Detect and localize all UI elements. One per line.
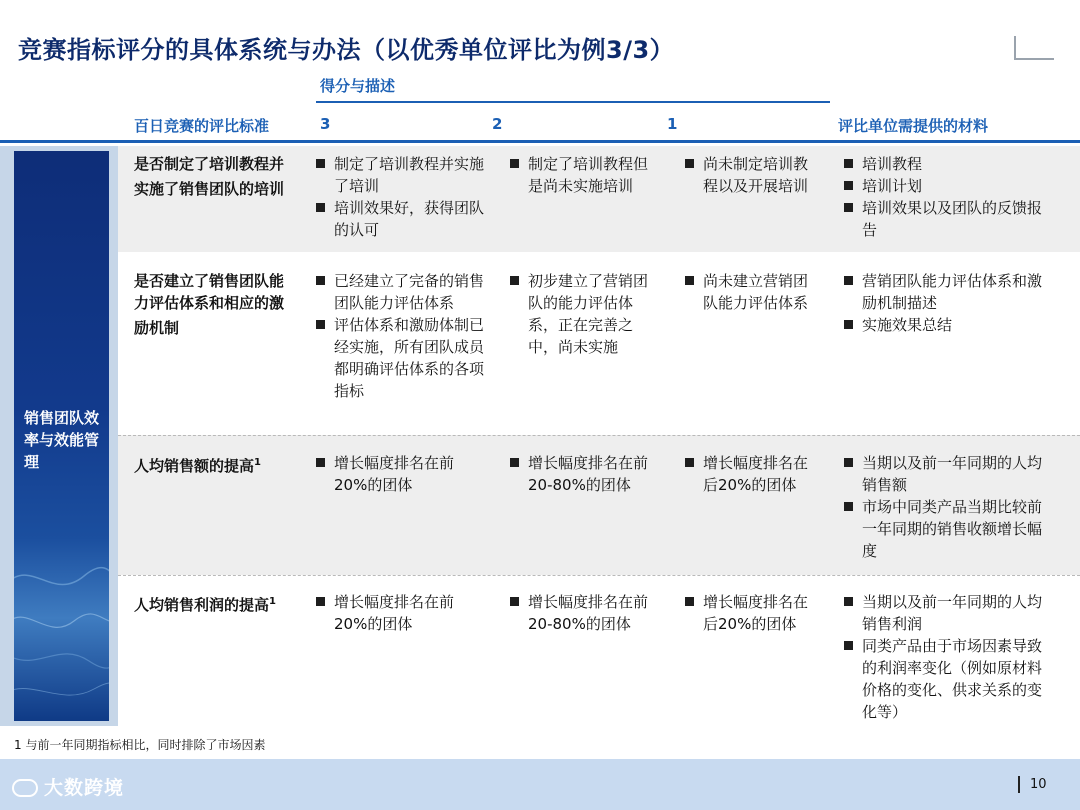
header-divider [0, 140, 1080, 143]
list-item: 增长幅度排名在后20%的团体 [683, 452, 818, 496]
score-3-cell [314, 591, 484, 635]
column-header-score-3: 3 [320, 115, 331, 133]
criteria-cell: 人均销售额的提高$^1$ [134, 457, 261, 475]
list-item: 培训效果以及团队的反馈报告 [842, 197, 1052, 241]
list-item: 增长幅度排名在前20-80%的团体 [508, 452, 668, 496]
category-label: 销售团队效率与效能管理 [24, 409, 100, 471]
list-item: 当期以及前一年同期的人均销售额 [842, 452, 1052, 496]
row-separator [118, 575, 1080, 576]
score-1-cell [683, 153, 818, 197]
score-header-underline [316, 101, 830, 103]
score-3-cell [314, 452, 484, 496]
materials-cell [842, 153, 1052, 241]
list-item: 增长幅度排名在前20%的团体 [314, 452, 484, 496]
list-item: 增长幅度排名在后20%的团体 [683, 591, 818, 635]
category-panel [14, 151, 109, 721]
list-item: 尚未建立营销团队能力评估体系 [683, 270, 818, 314]
footnote: 1 与前一年同期指标相比，同时排除了市场因素 [14, 738, 266, 752]
materials-cell [842, 270, 1052, 336]
page-title: 竞赛指标评分的具体系统与办法（以优秀单位评比为例3/3） [18, 36, 675, 64]
list-item: 培训效果好，获得团队的认可 [314, 197, 484, 241]
score-3-cell [314, 153, 484, 241]
list-item: 培训教程 [842, 153, 1052, 175]
page-number-divider [1018, 776, 1020, 793]
watermark-text: 大数跨境 [44, 777, 125, 799]
row-separator [118, 435, 1080, 436]
materials-cell [842, 452, 1052, 562]
criteria-cell: 是否制定了培训教程并实施了销售团队的培训 [134, 155, 285, 198]
column-header-score-2: 2 [492, 115, 503, 133]
list-item: 营销团队能力评估体系和激励机制描述 [842, 270, 1052, 314]
watermark-logo [12, 773, 124, 800]
score-2-cell [508, 591, 668, 635]
criteria-cell: 是否建立了销售团队能力评估体系和相应的激励机制 [134, 272, 285, 337]
score-2-cell [508, 452, 668, 496]
score-3-cell [314, 270, 484, 402]
score-2-cell [508, 153, 658, 197]
list-item: 增长幅度排名在前20%的团体 [314, 591, 484, 635]
list-item: 制定了培训教程但是尚未实施培训 [508, 153, 658, 197]
score-header: 得分与描述 [320, 77, 396, 95]
column-header-score-1: 1 [667, 115, 678, 133]
list-item: 市场中同类产品当期比较前一年同期的销售收额增长幅度 [842, 496, 1052, 562]
score-1-cell [683, 452, 818, 496]
score-1-cell [683, 270, 818, 314]
column-header-materials: 评比单位需提供的材料 [838, 117, 989, 135]
list-item: 同类产品由于市场因素导致的利润率变化（例如原材料价格的变化、供求关系的变化等） [842, 635, 1052, 723]
page-number: 10 [1030, 777, 1047, 792]
list-item: 制定了培训教程并实施了培训 [314, 153, 484, 197]
bottom-bar [0, 759, 1080, 810]
list-item: 当期以及前一年同期的人均销售利润 [842, 591, 1052, 635]
list-item: 尚未制定培训教程以及开展培训 [683, 153, 818, 197]
score-2-cell [508, 270, 658, 358]
list-item: 增长幅度排名在前20-80%的团体 [508, 591, 668, 635]
list-item: 评估体系和激励体制已经实施，所有团队成员都明确评估体系的各项指标 [314, 314, 484, 402]
logo-icon [12, 779, 38, 797]
list-item: 实施效果总结 [842, 314, 1052, 336]
materials-cell [842, 591, 1052, 723]
column-header-criteria: 百日竞赛的评比标准 [134, 117, 270, 135]
list-item: 初步建立了营销团队的能力评估体系，正在完善之中，尚未实施 [508, 270, 658, 358]
list-item: 已经建立了完备的销售团队能力评估体系 [314, 270, 484, 314]
score-1-cell [683, 591, 818, 635]
list-item: 培训计划 [842, 175, 1052, 197]
criteria-cell: 人均销售利润的提高$^1$ [134, 596, 276, 614]
corner-decoration [1014, 36, 1054, 60]
